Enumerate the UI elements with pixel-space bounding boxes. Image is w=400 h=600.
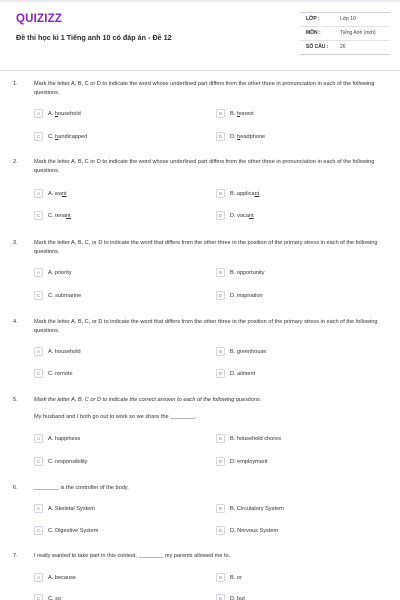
meta-value: Tiếng Anh (mới)	[340, 30, 376, 36]
option-text: D.	[230, 134, 238, 140]
underlined-part: nt	[254, 191, 260, 197]
meta-label: LỚP :	[306, 16, 320, 22]
option-key-box: B	[216, 434, 225, 443]
option-key-box: A	[34, 268, 43, 277]
option-text: A. happiness	[48, 436, 81, 442]
option-key-box: B	[216, 189, 225, 198]
meta-row-subject	[300, 27, 390, 41]
meta-table	[300, 12, 390, 55]
underlined-part: h	[54, 111, 58, 117]
underlined-part: nt	[62, 191, 67, 197]
question-text: I really wanted to take part in this contest, ________ my parents allowed me to.	[34, 553, 231, 559]
option-key-box: B	[216, 109, 225, 118]
meta-value: 26	[340, 44, 346, 50]
meta-label: SỐ CÂU :	[306, 44, 329, 50]
underlined-part: h	[237, 134, 241, 140]
option-text: D. but	[230, 596, 245, 600]
option-text-rest: andicapped	[58, 134, 88, 140]
option-text: A. wa	[48, 191, 62, 197]
question-number: 7.	[13, 553, 18, 559]
question-number: 5.	[13, 397, 18, 403]
option-key-box: A	[34, 189, 43, 198]
underlined-part: nt	[248, 213, 254, 219]
option-key-box: C	[34, 211, 43, 220]
question-text: Mark the letter A, B, C or D to indicate the word whose underlined part differs from the other three in pronunciation in each of the following questions.	[34, 159, 375, 174]
question-text: My husband and I both go out to work so we share the ________.	[34, 414, 197, 420]
underlined-part: h	[55, 134, 59, 140]
option-key-box: D	[216, 132, 225, 141]
option-text: B. applica	[230, 191, 255, 197]
option-key-box: B	[216, 504, 225, 513]
option-text: C. remote	[48, 371, 73, 377]
option-key-box: C	[34, 457, 43, 466]
option-key-box: A	[34, 573, 43, 582]
question-text: Mark the letter A, B, C, or D to indicate the word that differs from the other three in the position of the primary stress in each of the following questions.	[34, 319, 378, 334]
option-text: C. submarine	[48, 293, 82, 299]
option-text: B. opportunity	[230, 270, 265, 276]
question-text: Mark the letter A, B, C or D to indicate the word whose underlined part differs from the other three in pronunciation in each of the following questions.	[34, 81, 375, 96]
option-key-box: B	[216, 347, 225, 356]
option-text: B. household chores	[230, 436, 281, 442]
question-number: 1.	[13, 81, 18, 87]
option-text: A. Skeletal System	[48, 506, 95, 512]
option-text-rest: ousehold	[57, 111, 81, 117]
option-text-rest: onest	[239, 111, 254, 117]
option-key-box: D	[216, 291, 225, 300]
option-text: C. responsibility	[48, 459, 88, 465]
option-text: B. greenhouse	[230, 349, 267, 355]
question-text: Mark the letter A, B, C, or D to indicate the word that differs from the other three in the position of the primary stress in each of the following questions.	[34, 240, 378, 255]
option-text: D. Nervous System	[230, 528, 279, 534]
question-number: 4.	[13, 319, 18, 325]
question-number: 6.	[13, 485, 18, 491]
option-key-box: D	[216, 526, 225, 535]
option-key-box: D	[216, 369, 225, 378]
option-key-box: D	[216, 211, 225, 220]
option-text: D. employment	[230, 459, 268, 465]
document-title: Đề thi học kì 1 Tiếng anh 10 có đáp án - Đề 12	[16, 33, 172, 42]
option-key-box: A	[34, 347, 43, 356]
meta-row-count	[300, 41, 390, 54]
option-key-box: A	[34, 434, 43, 443]
option-key-box: C	[34, 594, 43, 600]
underlined-part: h	[236, 111, 240, 117]
option-key-box: C	[34, 526, 43, 535]
option-text: A.	[48, 111, 55, 117]
question-text: ________ is the controller of the body.	[34, 485, 129, 491]
option-text: A. household	[48, 349, 81, 355]
option-key-box: A	[34, 109, 43, 118]
option-key-box: B	[216, 573, 225, 582]
option-text: C. tena	[48, 213, 67, 219]
option-text: D. vaca	[230, 213, 249, 219]
question-instruction: Mark the letter A, B, C or D to indicate the correct answer to each of the following questions.	[34, 397, 262, 403]
option-key-box: B	[216, 268, 225, 277]
option-text: B.	[230, 111, 237, 117]
option-key-box: C	[34, 369, 43, 378]
option-key-box: C	[34, 132, 43, 141]
option-key-box: D	[216, 457, 225, 466]
worksheet-header	[0, 0, 400, 71]
option-text: D. ailment	[230, 371, 256, 377]
option-text: A. priority	[48, 270, 72, 276]
quizizz-logo: QUIZIZZ	[16, 13, 63, 25]
question-number: 2.	[13, 159, 18, 165]
meta-value: Lớp 10	[340, 16, 356, 22]
option-text: B. Circulatory System	[230, 506, 284, 512]
question-number: 3.	[13, 240, 18, 246]
option-text: D. inspiration	[230, 293, 263, 299]
option-key-box: D	[216, 594, 225, 600]
option-key-box: A	[34, 504, 43, 513]
option-text: A. because	[48, 575, 76, 581]
option-text: B. or	[230, 575, 242, 581]
option-text-rest: eadphone	[240, 134, 266, 140]
option-text: C. so	[48, 596, 62, 600]
option-key-box: C	[34, 291, 43, 300]
meta-row-class	[300, 13, 390, 27]
underlined-part: nt	[66, 213, 71, 219]
option-text: C.	[48, 134, 56, 140]
option-text: C. Digestive System	[48, 528, 99, 534]
meta-label: MÔN :	[306, 30, 321, 36]
